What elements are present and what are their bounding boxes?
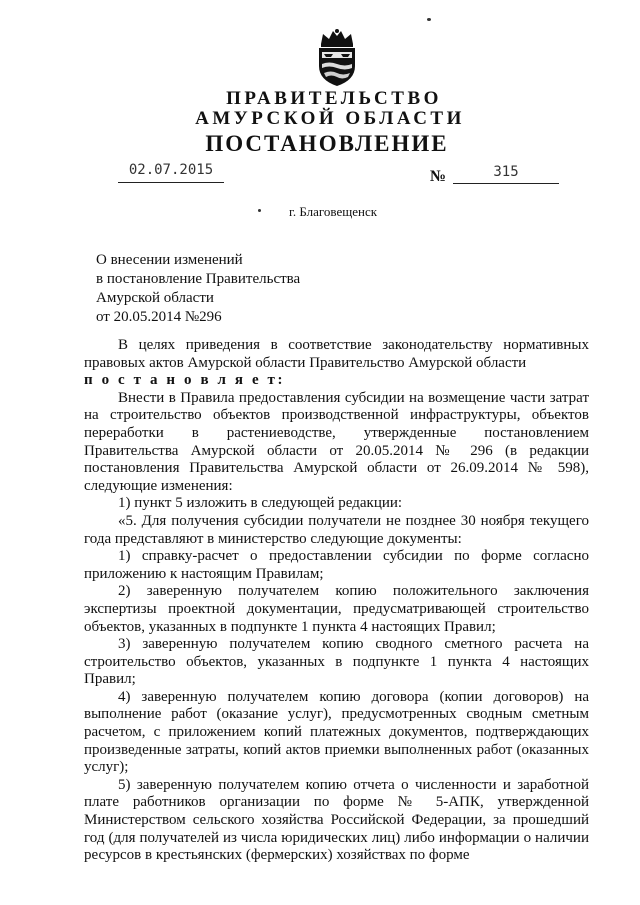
paragraph-subitem-2: 2) заверенную получателем копию положительного заключения экспертизы проектной документации, предусматривающей строительство объектов, указанных в подпункте 1 пункта 4 настоящих Правил; <box>84 583 589 635</box>
city: г. Благовещенск <box>288 204 378 219</box>
document-type: ПОСТАНОВЛЕНИЕ <box>205 131 449 156</box>
scan-speck <box>427 18 431 21</box>
paragraph-clause-5: «5. Для получения субсидии получатели не позднее 30 ноября текущего года представляют в министерство следующие документы: <box>84 512 589 547</box>
paragraph-subitem-4: 4) заверенную получателем копию договора (копии договоров) на выполнение работ (оказание услуг), предусмотренных сводным сметным расчетом, с приложением копий платежных документов, подтверждающих произведенные затраты, копий актов приемки выполненных работ (оказанных услуг); <box>84 688 589 776</box>
number-label: № <box>430 168 447 185</box>
document-subject <box>96 251 300 327</box>
subject-line: от 20.05.2014 №296 <box>96 309 222 325</box>
subject-line: Амурской области <box>96 290 214 306</box>
subject-line: О внесении изменений <box>96 252 243 268</box>
subject-line: в постановление Правительства <box>96 271 301 287</box>
decree-word: п о с т а н о в л я е т: <box>84 372 286 389</box>
document-number: 315 <box>453 164 559 184</box>
coat-of-arms-icon <box>311 28 363 88</box>
document-body <box>84 337 589 865</box>
org-name-line1: ПРАВИТЕЛЬСТВО <box>226 88 442 109</box>
org-name-line2: АМУРСКОЙ ОБЛАСТИ <box>195 108 465 129</box>
intro-paragraph: В целях приведения в соответствие законодательству нормативных правовых актов Амурской области Правительство Амурской области <box>84 337 589 371</box>
paragraph-item-1: 1) пункт 5 изложить в следующей редакции: <box>118 495 403 512</box>
paragraph-main-change: Внести в Правила предоставления субсидии на возмещение части затрат на строительство объектов производственной инфраструктуры, объектов переработки в растениеводстве, утвержденные постановлением Правительства Амурской области от 20.05.2014 № 296 (в редакции постановления Правительства Амурской области от 26.09.2014 № 598), следующие изменения: <box>84 389 589 494</box>
paragraph-subitem-5: 5) заверенную получателем копию отчета о численности и заработной плате работников организации по форме № 5-АПК, утвержденной Министерством сельского хозяйства Российской Федерации, за прошедший год (для получателей из числа юридических лиц) либо информации о наличии ресурсов в крестьянских (фермерских) хозяйствах по форме <box>84 776 589 864</box>
paragraph-subitem-3: 3) заверенную получателем копию сводного сметного расчета на строительство объектов, указанных в подпункте 1 пункта 4 настоящих Правил; <box>84 636 589 688</box>
document-date: 02.07.2015 <box>118 162 224 183</box>
paragraph-subitem-1: 1) справку-расчет о предоставлении субсидии по форме согласно приложению к настоящим Правилам; <box>84 548 589 582</box>
